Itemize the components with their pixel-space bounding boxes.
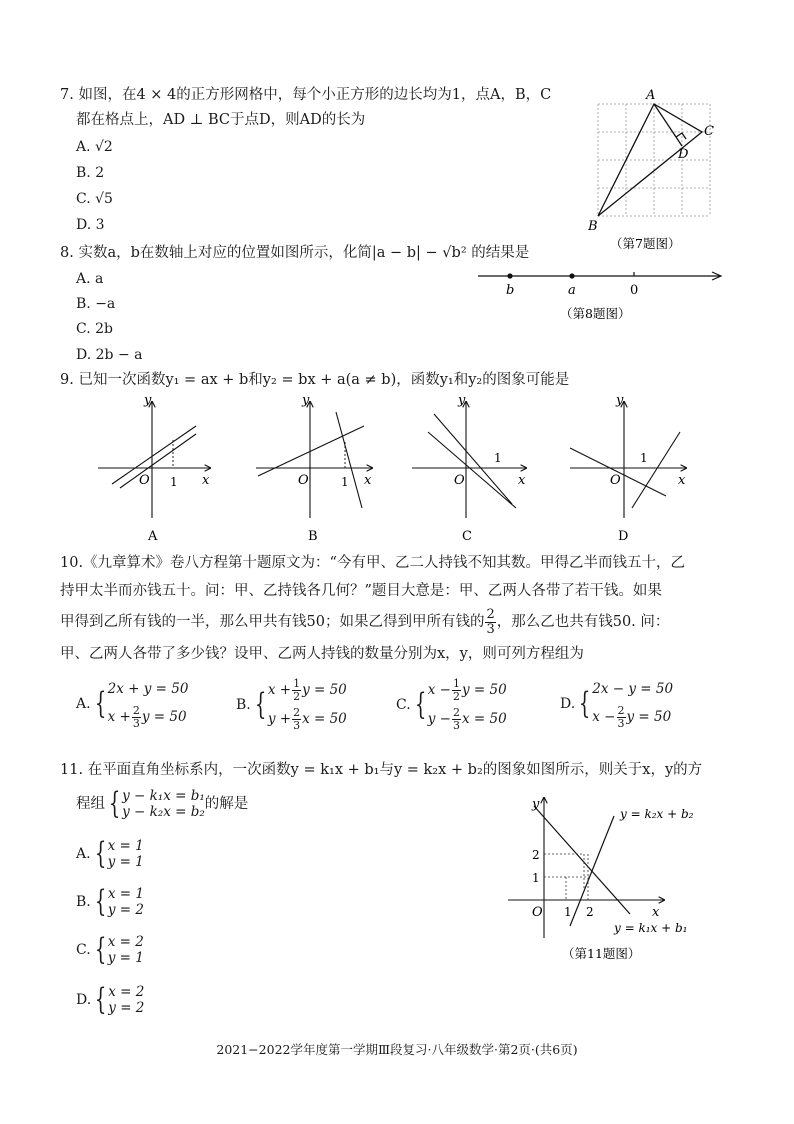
q9-d-tick: 1 <box>640 451 648 465</box>
q9-line1: 9. 已知一次函数y₁ = ax + b和y₂ = bx + a(a ≠ b)，函数y₁和y₂的图象可能是 <box>60 372 570 388</box>
q10-d-eq2: x − $\frac{2}{3}$ y = 50 <box>592 703 672 730</box>
q8-number-line <box>474 262 730 326</box>
q7-label-c: C <box>704 124 714 139</box>
q11-sys-eq2: y − k₂x = b₂ <box>122 804 205 820</box>
q9-a-tick: 1 <box>170 475 178 489</box>
q11-option-d: D. { x = 2 y = 2 <box>76 982 145 1017</box>
q10-option-b: B. { x + $\frac{1}{2}$ y = 50 y + $\frac{2}{3}$ x = 50 <box>236 676 347 734</box>
page-footer: 2021−2022学年度第一学期Ⅲ段复习·八年级数学·第2页·(共6页) <box>216 1042 578 1057</box>
q9-a-origin: O <box>139 473 150 488</box>
q9-graph-a <box>98 396 210 544</box>
q9-b-letter: B <box>308 529 318 544</box>
q10-b-eq1: x + $\frac{1}{2}$ y = 50 <box>267 676 347 703</box>
q9-c-origin: O <box>454 473 465 488</box>
q9-c-ylabel: y <box>458 396 466 408</box>
q9-graph-d <box>570 396 686 544</box>
q11-line2-post: 的解是 <box>204 796 249 812</box>
q11-option-c: C. { x = 2 y = 1 <box>76 932 144 967</box>
q7-option-b: B. 2 <box>76 165 105 181</box>
q11-line2: 程组 { y − k₁x = b₁ y − k₂x = b₂ 的解是 <box>76 786 249 821</box>
q10-b-eq2: y + $\frac{2}{3}$ x = 50 <box>267 705 347 732</box>
q9-graphs <box>92 396 732 546</box>
q10-option-c-label: C. <box>396 697 411 713</box>
q8-label-zero: 0 <box>630 283 639 298</box>
q10-line3 <box>60 608 669 636</box>
q10-line2: 持甲太半而亦钱五十。问：甲、乙持钱各几何？”题目大意是：甲、乙两人各带了若干钱。如果 <box>60 583 662 599</box>
q8-caption: （第8题图） <box>560 306 631 321</box>
q11-xlabel: x <box>652 905 660 920</box>
q9-d-letter: D <box>618 529 629 544</box>
q8-option-b: B. −a <box>76 296 116 312</box>
q11-sys-eq1: y − k₁x = b₁ <box>122 788 205 804</box>
q10-option-b-label: B. <box>236 697 251 713</box>
q7-option-d: D. 3 <box>76 217 105 233</box>
q11-line-label-1: y = k₁x + b₁ <box>614 921 688 935</box>
q10-option-d: D. { 2x − y = 50 x − $\frac{2}{3}$ y = 50 <box>560 676 673 732</box>
q11-ylabel: y <box>532 797 540 812</box>
q9-d-origin: O <box>610 473 621 488</box>
q7-figure <box>580 82 730 254</box>
q9-b-tick: 1 <box>341 475 349 489</box>
q11-caption: （第11题图） <box>562 946 641 961</box>
q8-option-d: D. 2b − a <box>76 347 143 363</box>
q9-a-xlabel: x <box>202 473 210 488</box>
q10-c-eq2: y − $\frac{2}{3}$ x = 50 <box>427 705 507 732</box>
q9-a-ylabel: y <box>144 396 152 408</box>
q11-figure <box>504 792 724 964</box>
q9-c-letter: C <box>462 529 472 544</box>
q7-caption: （第7题图） <box>610 236 681 251</box>
q10-a-eq1: 2x + y = 50 <box>107 681 189 697</box>
q8-line1: 8. 实数a，b在数轴上对应的位置如图所示，化简|a − b| − √b² 的结果是 <box>60 245 530 261</box>
q11-ytick-2: 2 <box>532 848 540 862</box>
q7-label-b: B <box>588 219 598 234</box>
q11-line1: 11. 在平面直角坐标系内，一次函数y = k₁x + b₁与y = k₂x + b₂的图象如图所示，则关于x，y的方 <box>60 762 703 778</box>
q7-option-c: C. √5 <box>76 191 113 207</box>
q9-d-ylabel: y <box>616 396 624 408</box>
q9-b-origin: O <box>298 473 309 488</box>
q8-label-a: a <box>568 283 576 298</box>
q7-line1: 7. 如图，在4 × 4的正方形网格中，每个小正方形的边长均为1，点A，B，C <box>60 87 552 103</box>
q10-d-eq1: 2x − y = 50 <box>592 681 674 697</box>
q9-b-xlabel: x <box>364 473 372 488</box>
q9-c-xlabel: x <box>518 473 526 488</box>
q10-option-c: C. { x − $\frac{1}{2}$ y = 50 y − $\frac{2}{3}$ x = 50 <box>396 676 507 734</box>
q7-label-a: A <box>646 88 656 103</box>
q7-option-a: A. √2 <box>76 139 113 155</box>
q9-graph-b <box>256 396 372 544</box>
q10-c-eq1: x − $\frac{1}{2}$ y = 50 <box>427 676 507 703</box>
q11-option-a: A. { x = 1 y = 1 <box>76 836 144 871</box>
q10-option-a: A. { 2x + y = 50 x + $\frac{2}{3}$ y = 50 <box>76 676 188 732</box>
q9-a-letter: A <box>148 529 158 544</box>
q8-option-c: C. 2b <box>76 321 113 337</box>
q9-c-tick: 1 <box>494 451 502 465</box>
q9-b-ylabel: y <box>302 396 310 408</box>
q10-frac-den: 3 <box>486 621 495 637</box>
q10-fraction <box>485 608 495 637</box>
q7-line2: 都在格点上，AD ⊥ BC于点D，则AD的长为 <box>76 112 366 128</box>
q8-option-a: A. a <box>76 271 104 287</box>
q11-xtick-1: 1 <box>564 905 572 919</box>
q9-graph-c <box>412 396 526 544</box>
q10-a-eq2: x + $\frac{2}{3}$ y = 50 <box>107 703 187 730</box>
q11-ytick-1: 1 <box>532 871 540 885</box>
q8-label-b: b <box>506 283 515 298</box>
q10-line3-b: ，那么乙也共有钱50. 问： <box>496 614 670 630</box>
q7-label-d: D <box>678 147 689 162</box>
q11-option-b: B. { x = 1 y = 2 <box>76 884 144 919</box>
q10-line3-a: 甲得到乙所有钱的一半，那么甲共有钱50；如果乙得到甲所有钱的 <box>60 614 485 630</box>
q10-option-d-label: D. <box>560 696 576 712</box>
q10-line1: 10.《九章算术》卷八方程第十题原文为：“今有甲、乙二人持钱不知其数。甲得乙半而钱五十，乙 <box>60 555 685 571</box>
q9-d-xlabel: x <box>678 473 686 488</box>
q10-frac-num: 2 <box>486 606 495 622</box>
q11-line-label-2: y = k₂x + b₂ <box>620 807 694 821</box>
q11-line2-pre: 程组 <box>76 796 105 812</box>
q10-option-a-label: A. <box>76 696 91 712</box>
q11-origin: O <box>532 905 543 920</box>
q10-line4: 甲、乙两人各带了多少钱？设甲、乙两人持钱的数量分别为x，y，则可列方程组为 <box>60 646 584 662</box>
q11-xtick-2: 2 <box>586 905 594 919</box>
